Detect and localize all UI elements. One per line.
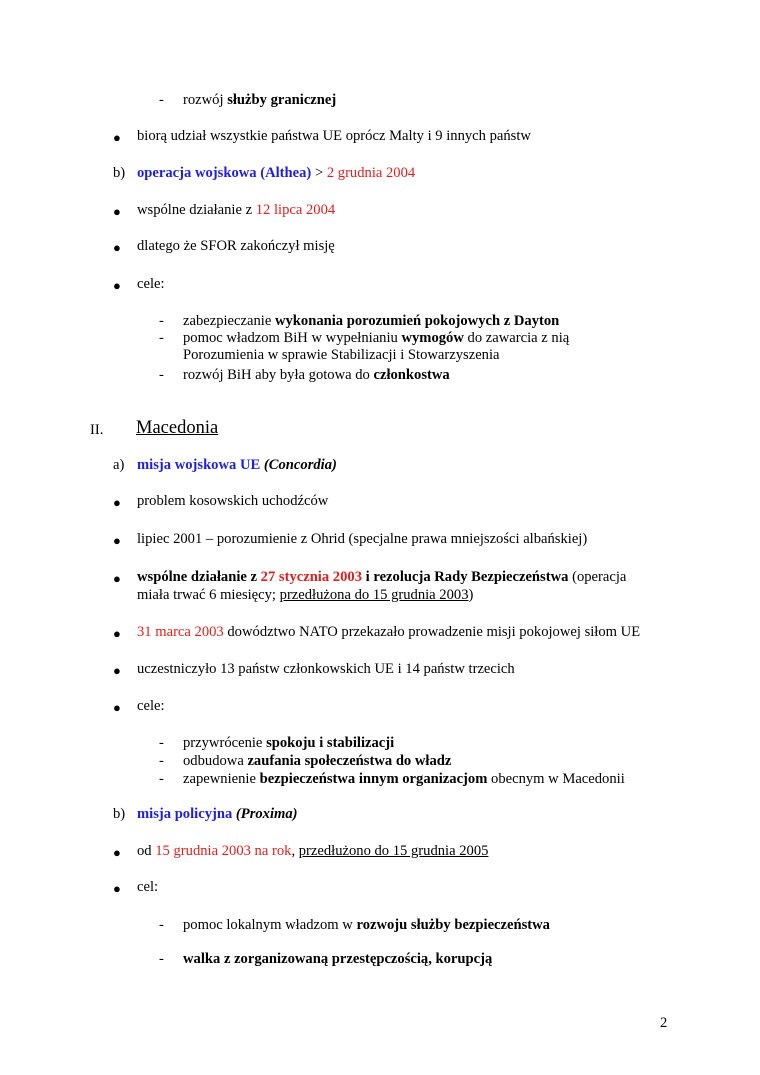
concordia-heading: misja wojskowa UE (Concordia) (137, 457, 337, 473)
joint-action-bullet: wspólne działanie z 27 stycznia 2003 i rezolucja Rady Bezpieczeństwa (operacja (137, 569, 627, 585)
section-label-b: b) (113, 806, 126, 822)
refugees-bullet: problem kosowskich uchodźców (137, 493, 329, 509)
section-label-a: a) (113, 457, 125, 473)
list-dash: - (159, 917, 164, 933)
sfor-bullet: dlatego że SFOR zakończył misję (137, 238, 335, 254)
list-dash: - (159, 771, 164, 787)
goal-item: pomoc władzom BiH w wypełnianiu wymogów do zawarcia z nią (183, 330, 570, 346)
joint-action-bullet: wspólne działanie z 12 lipca 2004 (137, 202, 336, 218)
ohrid-bullet: lipiec 2001 – porozumienie z Ohrid (specjalne prawa mniejszości albańskiej) (137, 531, 588, 547)
members-bullet: biorą udział wszystkie państwa UE oprócz Malty i 9 innych państw (137, 128, 531, 144)
bullet-icon: ● (113, 204, 121, 219)
proxima-heading: misja policyjna (Proxima) (137, 806, 298, 822)
list-dash: - (159, 313, 164, 329)
list-dash: - (159, 92, 164, 108)
goal-bullet: cel: (137, 879, 159, 895)
bullet-icon: ● (113, 663, 121, 678)
bullet-icon: ● (113, 571, 121, 586)
goal-item: przywrócenie spokoju i stabilizacji (183, 735, 395, 751)
goal-item: pomoc lokalnym władzom w rozwoju służby bezpieczeństwa (183, 917, 550, 933)
proxima-dates-bullet: od 15 grudnia 2003 na rok, przedłużono do 15 grudnia 2005 (137, 843, 489, 859)
joint-action-continuation: miała trwać 6 miesięcy; przedłużona do 15 grudnia 2003) (137, 587, 474, 603)
bullet-icon: ● (113, 495, 121, 510)
bullet-icon: ● (113, 278, 121, 293)
section-label-b: b) (113, 165, 126, 181)
nato-bullet: 31 marca 2003 dowództwo NATO przekazało prowadzenie misji pokojowej siłom UE (137, 624, 641, 640)
bullet-icon: ● (113, 240, 121, 255)
althea-heading: operacja wojskowa (Althea) > 2 grudnia 2004 (137, 165, 416, 181)
section-number: II. (90, 422, 104, 438)
bullet-icon: ● (113, 881, 121, 896)
list-dash: - (159, 951, 164, 967)
goal-item: zapewnienie bezpieczeństwa innym organizacjom obecnym w Macedonii (183, 771, 625, 787)
goal-item: walka z zorganizowaną przestępczością, korupcją (183, 951, 493, 967)
bullet-icon: ● (113, 845, 121, 860)
bullet-icon: ● (113, 130, 121, 145)
list-dash: - (159, 367, 164, 383)
list-dash: - (159, 735, 164, 751)
goals-bullet: cele: (137, 698, 165, 714)
goal-item-continuation: Porozumienia w sprawie Stabilizacji i Stowarzyszenia (183, 347, 500, 363)
goals-bullet: cele: (137, 276, 165, 292)
bullet-icon: ● (113, 700, 121, 715)
section-heading: Macedonia (136, 418, 219, 438)
border-service-item: rozwój służby granicznej (183, 92, 337, 108)
page-number: 2 (660, 1015, 668, 1031)
list-dash: - (159, 330, 164, 346)
goal-item: rozwój BiH aby była gotowa do członkostwa (183, 367, 450, 383)
goal-item: odbudowa zaufania społeczeństwa do władz (183, 753, 452, 769)
list-dash: - (159, 753, 164, 769)
participants-bullet: uczestniczyło 13 państw członkowskich UE i 14 państw trzecich (137, 661, 515, 677)
bullet-icon: ● (113, 533, 121, 548)
bullet-icon: ● (113, 626, 121, 641)
goal-item: zabezpieczanie wykonania porozumień pokojowych z Dayton (183, 313, 560, 329)
